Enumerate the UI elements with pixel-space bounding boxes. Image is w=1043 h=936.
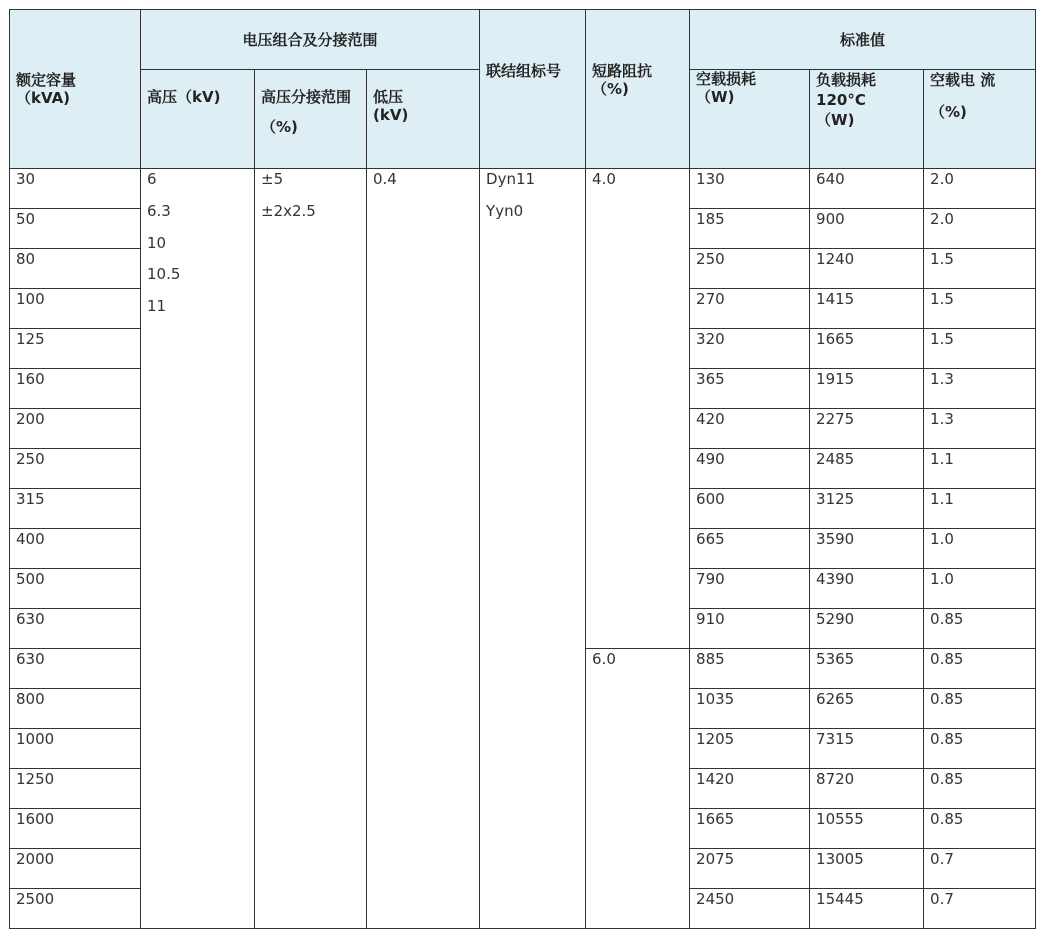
cell-impedance-group2 (586, 649, 690, 929)
cell-no-load-current: 1.5 (924, 249, 1036, 289)
cell-no-load-current: 1.0 (924, 529, 1036, 569)
cell-no-load-current: 1.3 (924, 409, 1036, 449)
cell-connection-values (480, 169, 586, 929)
cell-load-loss: 2275 (810, 409, 924, 449)
header-connection (480, 10, 586, 169)
cell-load-loss: 3590 (810, 529, 924, 569)
lv-value: 0.4 (373, 170, 397, 188)
cell-load-loss: 15445 (810, 889, 924, 929)
header-tap-range-label: 高压分接范围 （%) (261, 88, 352, 136)
header-capacity (10, 10, 141, 169)
cell-no-load-loss: 790 (690, 569, 810, 609)
cell-no-load-loss: 365 (690, 369, 810, 409)
cell-capacity: 630 (10, 649, 141, 689)
cell-capacity: 500 (10, 569, 141, 609)
cell-capacity: 250 (10, 449, 141, 489)
cell-no-load-current: 2.0 (924, 209, 1036, 249)
hv-value: 10 (147, 233, 167, 252)
cell-load-loss: 5290 (810, 609, 924, 649)
cell-load-loss: 3125 (810, 489, 924, 529)
cell-no-load-current: 0.7 (924, 889, 1036, 929)
header-capacity-label: 额定容量 （kVA) (16, 71, 77, 107)
cell-no-load-current: 1.0 (924, 569, 1036, 609)
header-standard (690, 10, 1036, 70)
cell-no-load-loss: 2450 (690, 889, 810, 929)
header-no-load-loss (690, 70, 810, 169)
tap-value: ±5 (261, 170, 284, 188)
cell-load-loss: 13005 (810, 849, 924, 889)
connection-value: Dyn11 (486, 170, 536, 188)
cell-no-load-loss: 1420 (690, 769, 810, 809)
cell-load-loss: 8720 (810, 769, 924, 809)
cell-no-load-loss: 1035 (690, 689, 810, 729)
hv-value: 6.3 (147, 201, 171, 220)
cell-capacity: 400 (10, 529, 141, 569)
cell-no-load-current: 1.3 (924, 369, 1036, 409)
cell-load-loss: 1915 (810, 369, 924, 409)
connection-value: Yyn0 (486, 201, 524, 220)
header-lv (367, 70, 480, 169)
cell-capacity: 1250 (10, 769, 141, 809)
cell-no-load-current: 1.5 (924, 329, 1036, 369)
header-lv-label: 低压 (kV) (373, 88, 409, 124)
cell-capacity: 50 (10, 209, 141, 249)
cell-no-load-current: 0.85 (924, 689, 1036, 729)
cell-load-loss: 6265 (810, 689, 924, 729)
cell-no-load-loss: 1205 (690, 729, 810, 769)
cell-load-loss: 10555 (810, 809, 924, 849)
cell-no-load-loss: 2075 (690, 849, 810, 889)
header-impedance (586, 10, 690, 169)
cell-load-loss: 900 (810, 209, 924, 249)
cell-no-load-loss: 320 (690, 329, 810, 369)
header-load-loss-label: 负载损耗 120°C （W) (816, 71, 877, 129)
cell-no-load-current: 0.85 (924, 769, 1036, 809)
cell-capacity: 630 (10, 609, 141, 649)
hv-value: 11 (147, 297, 167, 316)
cell-no-load-current: 0.85 (924, 729, 1036, 769)
header-load-loss (810, 70, 924, 169)
header-standard-label: 标准值 (840, 30, 886, 49)
header-hv (141, 70, 255, 169)
cell-tap-values (255, 169, 367, 929)
cell-load-loss: 4390 (810, 569, 924, 609)
cell-no-load-loss: 270 (690, 289, 810, 329)
cell-capacity: 2500 (10, 889, 141, 929)
header-no-load-current-label: 空载电 流 （%) (930, 71, 996, 121)
cell-capacity: 1000 (10, 729, 141, 769)
header-hv-label: 高压（kV) (147, 88, 221, 106)
cell-no-load-loss: 600 (690, 489, 810, 529)
header-tap-range (255, 70, 367, 169)
cell-load-loss: 1415 (810, 289, 924, 329)
cell-no-load-loss: 185 (690, 209, 810, 249)
cell-capacity: 100 (10, 289, 141, 329)
cell-no-load-loss: 250 (690, 249, 810, 289)
cell-no-load-current: 1.1 (924, 489, 1036, 529)
hv-value: 6 (147, 170, 157, 188)
header-voltage-group-label: 电压组合及分接范围 (242, 30, 378, 49)
cell-no-load-loss: 885 (690, 649, 810, 689)
cell-no-load-current: 2.0 (924, 169, 1036, 209)
tap-value: ±2x2.5 (261, 201, 316, 220)
cell-capacity: 800 (10, 689, 141, 729)
header-voltage-group (141, 10, 480, 70)
impedance-value: 6.0 (592, 650, 616, 668)
header-no-load-current (924, 70, 1036, 169)
cell-no-load-loss: 910 (690, 609, 810, 649)
cell-capacity: 315 (10, 489, 141, 529)
cell-capacity: 2000 (10, 849, 141, 889)
cell-load-loss: 1665 (810, 329, 924, 369)
cell-capacity: 160 (10, 369, 141, 409)
cell-capacity: 200 (10, 409, 141, 449)
cell-hv-values (141, 169, 255, 929)
cell-no-load-current: 0.85 (924, 809, 1036, 849)
cell-no-load-current: 0.7 (924, 849, 1036, 889)
cell-load-loss: 640 (810, 169, 924, 209)
cell-no-load-current: 0.85 (924, 609, 1036, 649)
cell-load-loss: 1240 (810, 249, 924, 289)
cell-capacity: 80 (10, 249, 141, 289)
cell-load-loss: 2485 (810, 449, 924, 489)
cell-load-loss: 5365 (810, 649, 924, 689)
cell-lv-value (367, 169, 480, 929)
cell-no-load-loss: 665 (690, 529, 810, 569)
header-impedance-label: 短路阻抗 （%) (592, 62, 653, 98)
cell-no-load-loss: 490 (690, 449, 810, 489)
cell-capacity: 125 (10, 329, 141, 369)
cell-no-load-loss: 130 (690, 169, 810, 209)
cell-impedance-group1 (586, 169, 690, 649)
cell-no-load-current: 1.1 (924, 449, 1036, 489)
cell-no-load-loss: 420 (690, 409, 810, 449)
hv-value: 10.5 (147, 265, 181, 284)
cell-capacity: 30 (10, 169, 141, 209)
header-connection-label: 联结组标号 (486, 62, 562, 80)
cell-no-load-current: 1.5 (924, 289, 1036, 329)
cell-no-load-loss: 1665 (690, 809, 810, 849)
cell-no-load-current: 0.85 (924, 649, 1036, 689)
spec-table (9, 9, 1036, 929)
header-no-load-loss-label: 空载损耗 （W) (696, 70, 757, 106)
impedance-value: 4.0 (592, 170, 616, 188)
cell-capacity: 1600 (10, 809, 141, 849)
cell-load-loss: 7315 (810, 729, 924, 769)
